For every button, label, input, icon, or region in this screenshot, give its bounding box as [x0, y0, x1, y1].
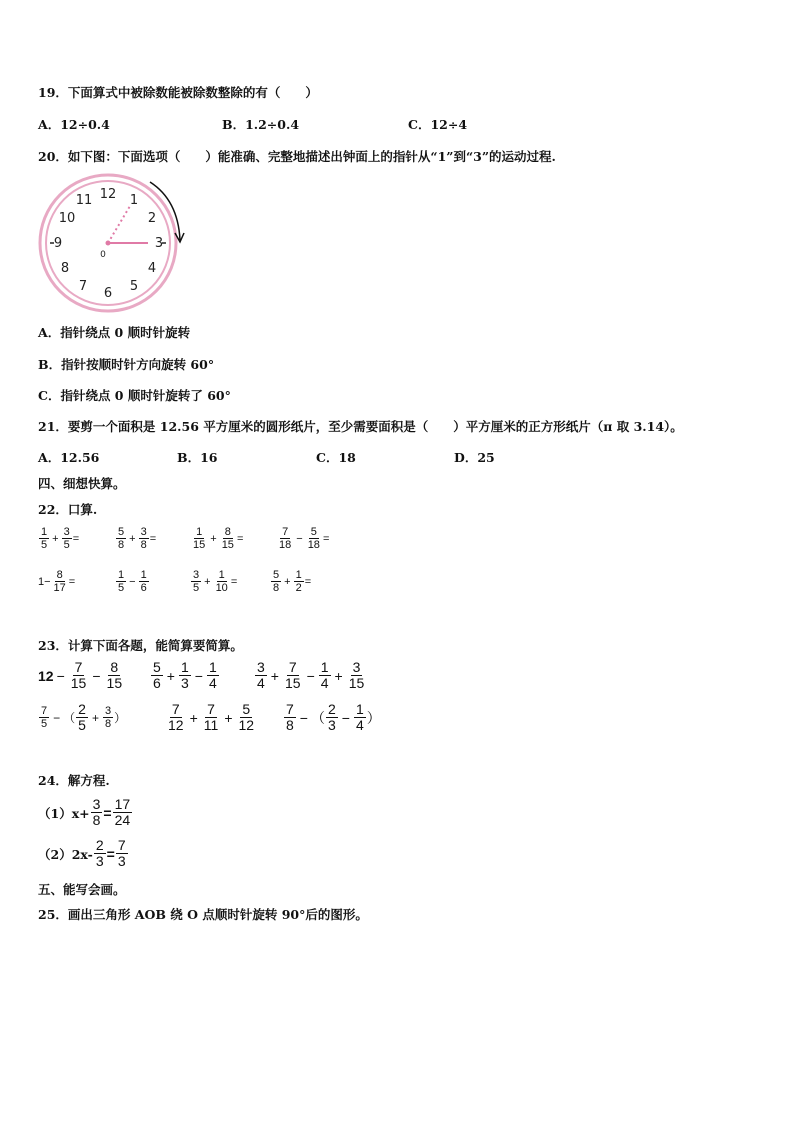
question-24-stem: 24．解方程.: [38, 773, 110, 788]
section-5-title: 五、能写会画。: [38, 882, 126, 897]
q21-option-a[interactable]: A．12.56: [38, 450, 100, 465]
clock-number-8: 8: [60, 261, 70, 276]
oral-expr-1-1: $\frac{1}{5}$ + $\frac{3}{5}$ =: [41, 526, 80, 552]
clock-number-10: 10: [58, 211, 76, 226]
question-25-stem: 25．画出三角形 AOB 绕 O 点顺时针旋转 90°后的图形。: [38, 907, 368, 922]
calc-expr-1-1: 12 − $\frac{7}{15}$ − $\frac{8}{15}$: [38, 659, 123, 692]
question-21-stem: 21．要剪一个面积是 12.56 平方厘米的圆形纸片，至少需要面积是（ ）平方厘米的正方形纸片（π 取 3.14）。: [38, 419, 683, 434]
oral-expr-2-4: $\frac{5}{8}$ + $\frac{1}{2}$ =: [273, 569, 312, 595]
calc-expr-2-2: $\frac{7}{12}$ + $\frac{7}{11}$ + $\frac{5}{12}$: [168, 701, 255, 734]
clock-number-7: 7: [78, 279, 88, 294]
calc-expr-1-2: $\frac{5}{6}$ + $\frac{1}{3}$ − $\frac{1}{4}$: [153, 659, 217, 692]
q20-option-c[interactable]: C．指针绕点 0 顺时针旋转了 60°: [38, 388, 231, 403]
clock-center-dot: [106, 241, 111, 246]
oral-expr-1-4: $\frac{7}{18}$ − $\frac{5}{18}$ =: [279, 526, 330, 552]
q19-option-a[interactable]: A．12÷0.4: [38, 117, 110, 132]
oral-expr-2-2: $\frac{1}{5}$ − $\frac{1}{6}$: [118, 569, 147, 595]
clock-number-11: 11: [75, 193, 93, 208]
clock-figure: [38, 170, 190, 320]
clock-number-12: 12: [99, 187, 117, 202]
calc-expr-2-1: $\frac{7}{5}$ − （ $\frac{2}{5}$ + $\frac{3}{8}$ ）: [41, 701, 127, 734]
q21-option-b[interactable]: B．16: [177, 450, 218, 465]
oral-expr-1-2: $\frac{5}{8}$ + $\frac{3}{8}$ =: [118, 526, 157, 552]
clock-number-6: 6: [103, 286, 113, 301]
equation-2: （2）2x- $\frac{2}{3}$ = $\frac{7}{3}$: [38, 837, 126, 870]
q21-option-d[interactable]: D．25: [454, 450, 495, 465]
q19-option-b[interactable]: B．1.2÷0.4: [222, 117, 300, 132]
clock-number-1: 1: [129, 193, 139, 208]
q19-option-c[interactable]: C．12÷4: [408, 117, 468, 132]
question-22-stem: 22．口算.: [38, 502, 98, 517]
clock-center-label: 0: [100, 250, 106, 260]
equation-1: （1）x+ $\frac{3}{8}$ = $\frac{17}{24}$: [38, 796, 131, 829]
question-23-stem: 23．计算下面各题，能简算要简算。: [38, 638, 243, 653]
oral-expr-2-1: 1− $\frac{8}{17}$ =: [38, 569, 76, 595]
clock-number-3: 3: [154, 236, 164, 251]
clock-number-2: 2: [147, 211, 157, 226]
q21-option-c[interactable]: C．18: [316, 450, 356, 465]
q20-option-b[interactable]: B．指针按顺时针方向旋转 60°: [38, 357, 215, 372]
clock-number-9: 9: [53, 236, 63, 251]
clock-number-4: 4: [147, 261, 157, 276]
calc-expr-1-3: $\frac{3}{4}$ + $\frac{7}{15}$ − $\frac{1}{4}$ + $\frac{3}{15}$: [257, 659, 365, 692]
oral-expr-1-3: $\frac{1}{15}$ + $\frac{8}{15}$ =: [193, 526, 244, 552]
calc-expr-2-3: $\frac{7}{8}$ − （ $\frac{2}{3}$ − $\frac{1}{4}$ ）: [286, 701, 381, 734]
oral-expr-2-3: $\frac{3}{5}$ + $\frac{1}{10}$ =: [193, 569, 238, 595]
section-4-title: 四、细想快算。: [38, 476, 126, 491]
clock-number-5: 5: [129, 279, 139, 294]
question-20-stem: 20．如下图：下面选项（ ）能准确、完整地描述出钟面上的指针从“1”到“3”的运动过程.: [38, 149, 556, 164]
question-19-stem: 19．下面算式中被除数能被除数整除的有（ ）: [38, 85, 318, 100]
q20-option-a[interactable]: A．指针绕点 0 顺时针旋转: [38, 325, 191, 340]
